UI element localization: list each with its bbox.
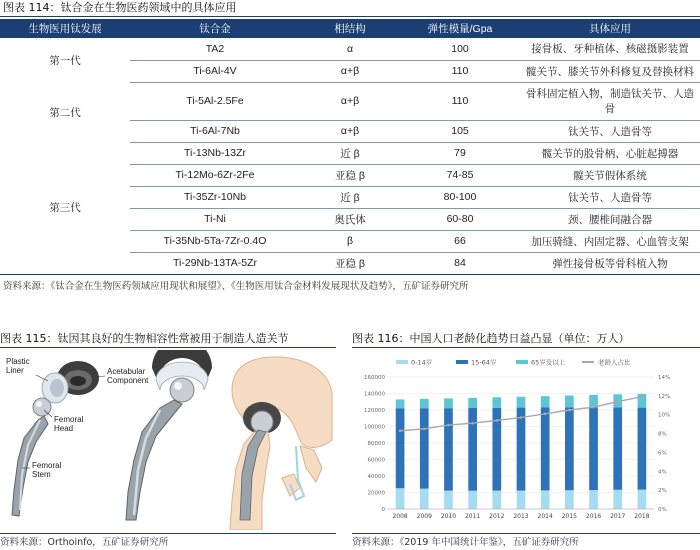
modulus-cell: 110 <box>400 82 520 120</box>
alloy-cell: Ti-5Al-2.5Fe <box>130 82 300 120</box>
bar-segment <box>565 396 574 408</box>
header-phase: 相结构 <box>300 19 400 38</box>
bar-segment <box>541 408 550 491</box>
ratio-point <box>520 416 523 419</box>
bar-segment <box>589 407 598 490</box>
bar-segment <box>517 408 526 491</box>
x-tick-label: 2014 <box>537 513 553 520</box>
bar-segment <box>541 490 550 509</box>
y2-tick-label: 6% <box>658 450 667 457</box>
application-line-2: 骨 <box>604 103 616 115</box>
x-tick-label: 2018 <box>634 513 650 520</box>
label-plastic: Plastic <box>6 357 30 366</box>
phase-cell: α+β <box>300 60 400 82</box>
femoral-head-part <box>33 398 51 416</box>
bar-segment <box>517 397 526 408</box>
ratio-point <box>568 409 571 412</box>
bar-segment <box>396 488 405 509</box>
alloy-cell: Ti-6Al-7Nb <box>130 120 300 142</box>
application-cell: 加压骑缝、内固定器、心血管支架 <box>520 230 700 252</box>
x-tick-label: 2008 <box>392 513 408 520</box>
bar-segment <box>468 398 477 408</box>
label-component: Component <box>107 376 149 385</box>
application-cell: 钛关节、人造骨等 <box>520 120 700 142</box>
ratio-point <box>399 429 402 432</box>
modulus-cell: 100 <box>400 38 520 60</box>
ratio-point <box>616 400 619 403</box>
modulus-cell: 80-100 <box>400 186 520 208</box>
y-tick-label: 20000 <box>367 490 385 497</box>
y2-tick-label: 8% <box>658 431 667 438</box>
modulus-cell: 74-85 <box>400 164 520 186</box>
x-tick-label: 2009 <box>416 513 432 520</box>
y-tick-label: 160000 <box>364 375 385 381</box>
bar-segment <box>565 407 574 490</box>
bar-segment <box>444 408 453 490</box>
ratio-point <box>496 419 499 422</box>
application-cell <box>520 82 700 120</box>
bar-segment <box>468 491 477 509</box>
phase-cell: α <box>300 38 400 60</box>
x-tick-label: 2010 <box>440 513 457 520</box>
titanium-alloy-table <box>0 19 700 275</box>
figure-116-source: 资料来源：《2019 年中国统计年鉴》，五矿证券研究所 <box>352 533 700 550</box>
alloy-cell: Ti-29Nb-13TA-5Zr <box>130 252 300 274</box>
legend-label-15-64: 15-64岁 <box>471 358 497 367</box>
phase-cell: 亚稳 β <box>300 164 400 186</box>
bar-segment <box>638 408 647 490</box>
modulus-cell: 84 <box>400 252 520 274</box>
alloy-cell: Ti-35Zr-10Nb <box>130 186 300 208</box>
alloy-cell: Ti-Ni <box>130 208 300 230</box>
bar-segment <box>444 398 453 408</box>
phase-cell: α+β <box>300 120 400 142</box>
modulus-cell: 110 <box>400 60 520 82</box>
table-header-row <box>0 19 700 38</box>
application-cell: 弹性接骨板等骨科植入物 <box>520 252 700 274</box>
application-cell: 接骨板、牙种植体、核磁摄影装置 <box>520 38 700 60</box>
x-tick-label: 2011 <box>464 513 481 520</box>
y2-tick-label: 2% <box>658 488 667 495</box>
table-source: 资料来源：《钛合金在生物医药领域应用现状和展望》、《生物医用钛合金材料发展现状及趋势》，五矿证券研究所 <box>3 281 469 292</box>
ratio-point <box>447 424 450 427</box>
legend-label-65-plus: 65岁及以上 <box>531 358 566 367</box>
label-femoral-stem-2: Stem <box>32 470 51 479</box>
x-tick-label: 2016 <box>585 513 602 520</box>
bar-segment <box>444 491 453 509</box>
y-tick-label: 40000 <box>367 474 385 480</box>
generation-cell: 第二代 <box>49 106 81 119</box>
bar-segment <box>420 489 429 509</box>
ratio-point <box>641 396 644 399</box>
hip-implant-illustration <box>0 350 336 530</box>
y-tick-label: 0 <box>381 507 385 513</box>
application-cell: 髋关节的股骨柄、心脏起搏器 <box>520 142 700 164</box>
bar-segment <box>420 399 429 408</box>
x-tick-label: 2017 <box>610 513 626 520</box>
application-line-1: 骨科固定植入物，制造钛关节、人造 <box>526 88 694 100</box>
figure-115-source: 资料来源：Orthoinfo，五矿证券研究所 <box>0 533 336 550</box>
population-aging-chart <box>352 350 700 530</box>
application-cell: 钛关节、人造骨等 <box>520 186 700 208</box>
label-femoral-head-2: Head <box>54 424 74 433</box>
modulus-cell: 60-80 <box>400 208 520 230</box>
bar-segment <box>613 407 622 489</box>
header-alloy: 钛合金 <box>130 19 300 38</box>
phase-cell: 近 β <box>300 186 400 208</box>
y2-tick-label: 4% <box>658 469 667 476</box>
alloy-cell: Ti-13Nb-13Zr <box>130 142 300 164</box>
bar-segment <box>589 490 598 509</box>
figure-116-title: 图表 116：中国人口老龄化趋势日益凸显（单位：万人） <box>352 331 700 348</box>
y2-tick-label: 14% <box>658 375 671 381</box>
table-row <box>0 38 700 60</box>
x-tick-label: 2012 <box>489 513 505 520</box>
y-tick-label: 60000 <box>367 457 385 464</box>
legend-swatch-65-plus <box>516 360 528 364</box>
phase-cell: β <box>300 230 400 252</box>
bar-segment <box>492 491 501 509</box>
header-application: 具体应用 <box>520 19 700 38</box>
alloy-cell: Ti-12Mo-6Zr-2Fe <box>130 164 300 186</box>
x-tick-label: 2013 <box>513 513 529 520</box>
table-row <box>0 82 700 120</box>
bar-segment <box>468 408 477 491</box>
ratio-point <box>471 422 474 425</box>
y2-tick-label: 12% <box>658 393 671 400</box>
y-tick-label: 100000 <box>364 424 385 431</box>
table-title: 图表 114：钛合金在生物医药领域中的具体应用 <box>0 0 700 17</box>
y-tick-label: 80000 <box>367 441 385 447</box>
phase-cell: 亚稳 β <box>300 252 400 274</box>
modulus-cell: 79 <box>400 142 520 164</box>
y-tick-label: 140000 <box>364 391 385 398</box>
modulus-cell: 66 <box>400 230 520 252</box>
phase-cell: 近 β <box>300 142 400 164</box>
alloy-cell: Ti-35Nb-5Ta-7Zr-0.4O <box>130 230 300 252</box>
label-acetabular: Acetabular <box>107 367 146 376</box>
bar-segment <box>589 395 598 407</box>
ratio-point <box>592 406 595 409</box>
ratio-point <box>544 412 547 415</box>
bar-segment <box>517 491 526 509</box>
modulus-cell: 105 <box>400 120 520 142</box>
bar-segment <box>565 490 574 509</box>
legend-label-ratio: 老龄人占比 <box>598 358 631 367</box>
ratio-point <box>423 428 426 431</box>
bar-segment <box>541 396 550 407</box>
application-cell: 髋关节假体系统 <box>520 164 700 186</box>
figure-115-title: 图表 115：钛因其良好的生物相容性常被用于制造人造关节 <box>0 331 336 348</box>
phase-cell: α+β <box>300 82 400 120</box>
y2-tick-label: 0% <box>658 507 667 513</box>
header-modulus: 弹性模量/Gpa <box>400 19 520 38</box>
bar-segment <box>492 397 501 407</box>
bar-segment <box>420 408 429 488</box>
header-generation: 生物医用钛发展 <box>0 19 130 38</box>
bar-segment <box>613 490 622 509</box>
label-femoral-stem-1: Femoral <box>32 461 62 470</box>
application-cell: 颈、腰椎间融合器 <box>520 208 700 230</box>
label-femoral-head-1: Femoral <box>54 415 84 424</box>
generation-cell: 第一代 <box>49 54 81 67</box>
chart-legend <box>396 358 631 367</box>
y2-tick-label: 10% <box>658 412 671 419</box>
alloy-cell: TA2 <box>130 38 300 60</box>
pelvis-anatomy <box>230 357 332 530</box>
legend-swatch-0-14 <box>396 360 408 364</box>
alloy-cell: Ti-6Al-4V <box>130 60 300 82</box>
phase-cell: 奥氏体 <box>300 208 400 230</box>
bar-segment <box>396 408 405 488</box>
legend-label-0-14: 0-14岁 <box>411 358 433 367</box>
generation-cell: 第三代 <box>0 142 130 274</box>
bar-segment <box>638 490 647 509</box>
y-tick-label: 120000 <box>364 408 385 414</box>
x-tick-label: 2015 <box>561 513 578 520</box>
application-cell: 髋关节、膝关节外科修复及替换材料 <box>520 60 700 82</box>
table-row <box>0 142 700 164</box>
legend-swatch-15-64 <box>456 360 468 364</box>
bar-segment <box>396 399 405 408</box>
label-liner: Liner <box>6 366 24 375</box>
